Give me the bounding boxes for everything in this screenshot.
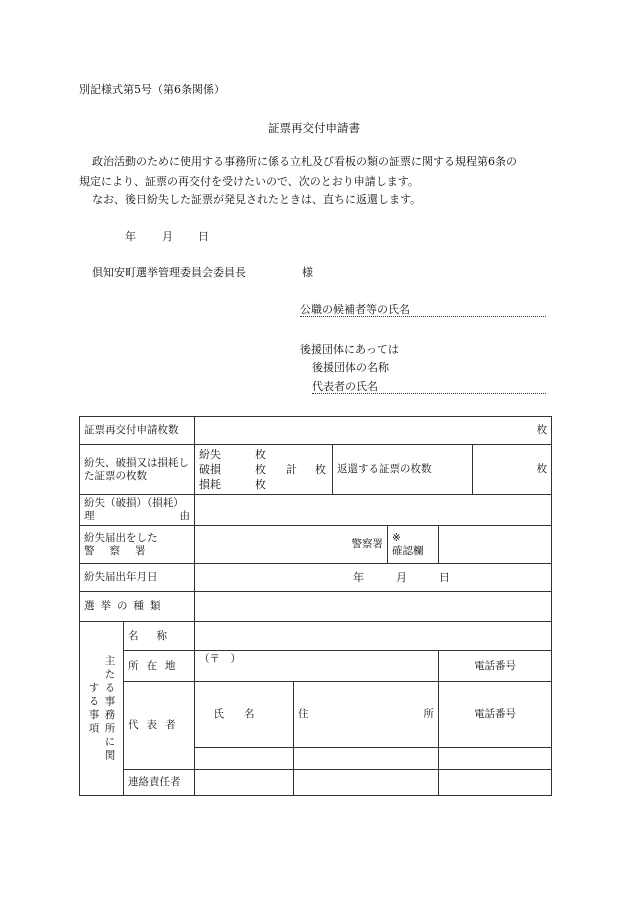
total-label: 計 xyxy=(286,462,297,476)
contact-phone-cell[interactable] xyxy=(439,770,552,796)
column-name-header: 氏名 xyxy=(195,682,294,748)
office-section-label xyxy=(80,622,124,796)
column-phone-header: 電話番号 xyxy=(439,682,552,748)
paragraph-2: なお、後日紛失した証票が発見されたときは、直ちに返還します。 xyxy=(92,193,422,206)
police-station-label xyxy=(80,526,195,564)
representative-name-cell[interactable] xyxy=(195,748,294,770)
addressee-suffix: 様 xyxy=(302,266,313,279)
representative-address-cell[interactable] xyxy=(294,748,439,770)
police-label-top: 紛失届出をした xyxy=(84,531,158,544)
police-suffix: 警察署 xyxy=(351,538,383,550)
table-row xyxy=(80,417,552,445)
support-group-intro: 後援団体にあっては xyxy=(300,343,399,356)
document-title: 証票再交付申請書 xyxy=(268,121,360,135)
return-count-field[interactable] xyxy=(473,445,552,495)
wear-unit: 枚 xyxy=(255,477,266,491)
date-month: 月 xyxy=(162,230,173,243)
confirm-label-text: 確認欄 xyxy=(392,544,424,557)
table-row xyxy=(80,495,552,526)
paragraph-1-line-1: 政治活動のために使用する事務所に係る立札及び看板の類の証票に関する規程第6条の xyxy=(92,155,517,168)
address-header-left: 住 xyxy=(298,708,309,720)
form-id: 別記様式第5号（第6条関係） xyxy=(79,83,225,96)
lost-damaged-breakdown[interactable] xyxy=(195,445,333,495)
police-label-bottom: 警察署 xyxy=(84,544,161,557)
location-field[interactable] xyxy=(195,651,439,682)
reason-label xyxy=(80,495,195,526)
table-row xyxy=(80,592,552,622)
office-section-text: 主たる事務所に関する事項 xyxy=(87,654,116,763)
table-row xyxy=(80,622,552,651)
column-address-header xyxy=(294,682,439,748)
report-year: 年 xyxy=(353,570,364,584)
application-table xyxy=(79,416,552,796)
damage-unit: 枚 xyxy=(255,462,266,476)
reason-label-top: 紛失（破損）（損耗） xyxy=(84,497,184,509)
support-group-name-label: 後援団体の名称 xyxy=(312,361,389,374)
table-row xyxy=(80,526,552,564)
return-count-label: 返還する証票の枚数 xyxy=(333,445,473,495)
candidate-name-label: 公職の候補者等の氏名 xyxy=(300,303,410,316)
report-date-label: 紛失届出年月日 xyxy=(80,564,195,592)
table-row xyxy=(80,564,552,592)
lost-damaged-count-label: 紛失、破損又は損耗した証票の枚数 xyxy=(80,445,195,495)
candidate-name-line[interactable] xyxy=(300,316,546,317)
location-label: 所在地 xyxy=(124,651,195,682)
table-row xyxy=(80,651,552,682)
postal-mark: （〒 ） xyxy=(199,653,241,665)
reason-field[interactable] xyxy=(195,495,552,526)
confirmation-label xyxy=(388,526,439,564)
contact-address-cell[interactable] xyxy=(294,770,439,796)
police-station-field[interactable] xyxy=(195,526,388,564)
contact-name-cell[interactable] xyxy=(195,770,294,796)
table-row xyxy=(80,770,552,796)
reason-label-left: 理 xyxy=(84,510,95,522)
requested-count-field[interactable] xyxy=(195,417,552,445)
loss-unit: 枚 xyxy=(255,447,266,461)
wear-label: 損耗 xyxy=(199,477,221,491)
addressee: 倶知安町選挙管理委員会委員長 xyxy=(92,266,246,279)
election-type-label: 選挙の種類 xyxy=(80,592,195,622)
date-year: 年 xyxy=(125,230,136,243)
table-row xyxy=(80,682,552,748)
address-header-right: 所 xyxy=(423,708,434,720)
total-unit: 枚 xyxy=(315,462,326,476)
date-day: 日 xyxy=(198,230,209,243)
loss-label: 紛失 xyxy=(199,447,221,461)
representative-label: 代表者 xyxy=(124,682,195,770)
office-name-label: 名称 xyxy=(124,622,195,651)
unit-label: 枚 xyxy=(536,424,548,436)
representative-name-line[interactable] xyxy=(312,393,546,394)
confirm-mark: ※ xyxy=(392,531,401,544)
representative-name-label: 代表者の氏名 xyxy=(312,380,378,393)
report-day: 日 xyxy=(439,570,450,584)
paragraph-1-line-2: 規定により、証票の再交付を受けたいので、次のとおり申請します。 xyxy=(79,175,419,188)
office-phone-label: 電話番号 xyxy=(439,651,552,682)
reason-label-right: 由 xyxy=(179,510,190,522)
representative-phone-cell[interactable] xyxy=(439,748,552,770)
contact-person-label: 連絡責任者 xyxy=(124,770,195,796)
report-date-field[interactable] xyxy=(195,564,552,592)
table-row xyxy=(80,445,552,495)
unit-label: 枚 xyxy=(536,463,548,475)
damage-label: 破損 xyxy=(199,462,221,476)
election-type-field[interactable] xyxy=(195,592,552,622)
report-month: 月 xyxy=(396,570,407,584)
office-name-field[interactable] xyxy=(195,622,552,651)
requested-count-label: 証票再交付申請枚数 xyxy=(80,417,195,445)
confirmation-field[interactable] xyxy=(439,526,552,564)
